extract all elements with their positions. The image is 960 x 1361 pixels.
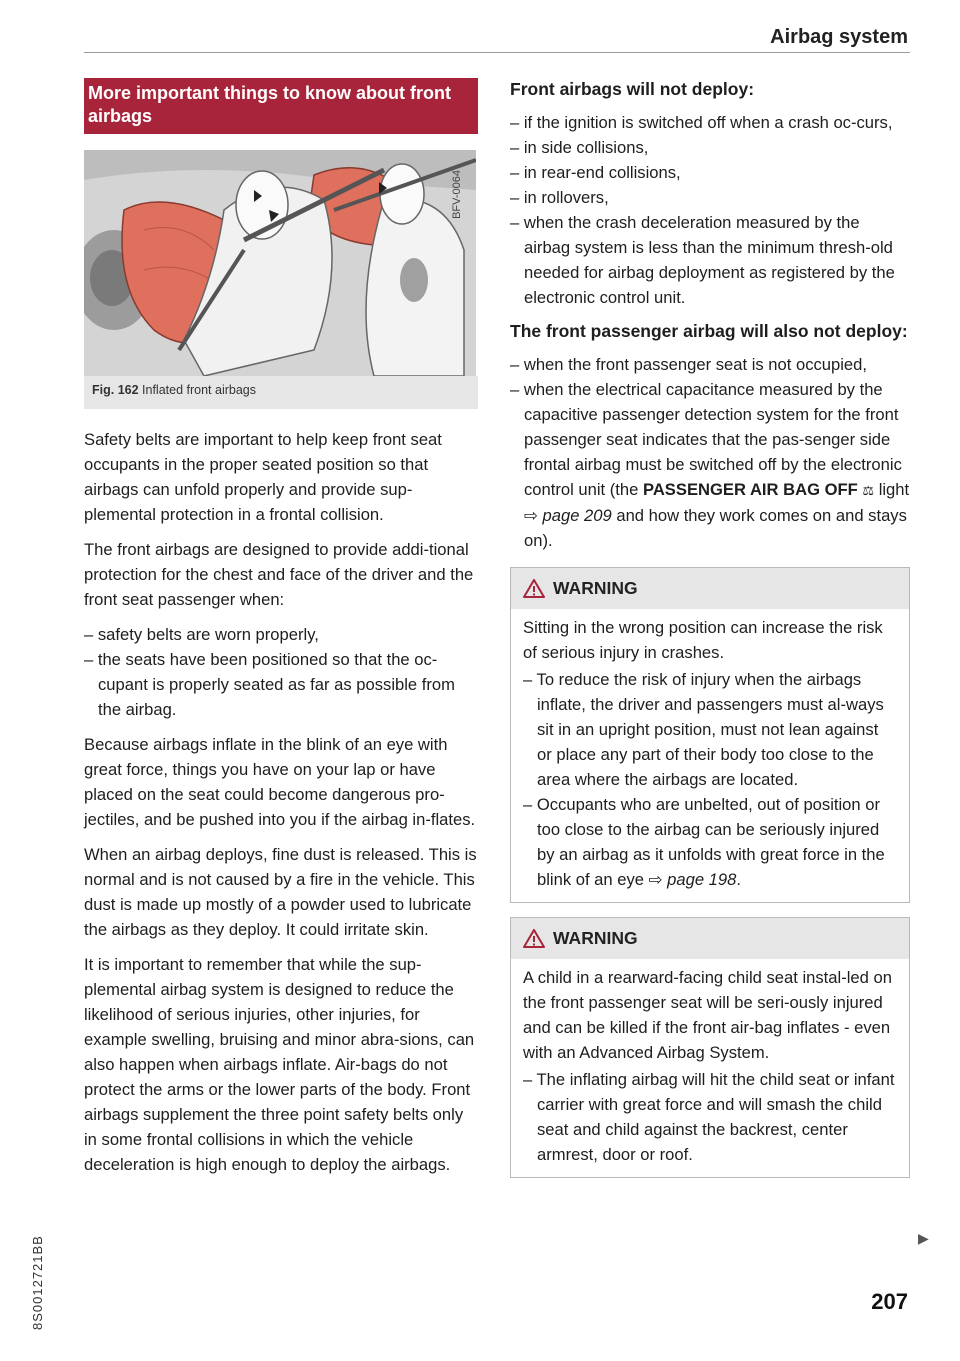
- list-item: – the seats have been positioned so that the oc-cupant is properly seated as far as possible from the airbag.: [84, 647, 478, 722]
- section-title: More important things to know about front airbags: [84, 78, 478, 134]
- warning-body: [511, 609, 909, 902]
- figure-caption-label: Fig. 162: [92, 383, 139, 397]
- paragraph: It is important to remember that while the sup-plemental airbag system is designed to reduce the likelihood of serious injuries, other injuries, for example swelling, bruising and minor abra-sions, can also happen when airbags inflate. Air-bags do not protect the arms or the lower parts of the body. Front airbags supplement the three point safety belts only in some frontal collisions in which the vehicle deceleration is high enough to deploy the airbags.: [84, 955, 475, 1174]
- list-item: – in rear-end collisions,: [510, 160, 910, 185]
- warning-header: [511, 568, 909, 609]
- not-deploy-list: [510, 110, 910, 310]
- figure-code: BFV-0064: [451, 170, 463, 219]
- list-item: – in rollovers,: [510, 185, 910, 210]
- warning-box: [510, 567, 910, 903]
- warning-body: [511, 959, 909, 1177]
- heading-passenger-not-deploy: The front passenger airbag will also not deploy:: [510, 321, 908, 341]
- warning-text: Sitting in the wrong position can increase the risk of serious injury in crashes.: [523, 618, 883, 662]
- list-item-text: light: [874, 480, 910, 499]
- warning-list: [523, 667, 897, 892]
- list-item: – in side collisions,: [510, 135, 910, 160]
- inflated-airbags-illustration: [84, 150, 476, 376]
- list-item: [510, 377, 910, 553]
- header-rule: [84, 52, 910, 53]
- paragraph: When an airbag deploys, fine dust is released. This is normal and is not caused by a fire in the vehicle. This dust is made up mostly of a powder used to lubricate the airbags as they deploy. It could irritate skin.: [84, 845, 477, 939]
- warning-box: [510, 917, 910, 1178]
- warning-header: [511, 918, 909, 959]
- page-reference-link[interactable]: ⇨ page 198: [648, 870, 737, 889]
- list-item: – To reduce the risk of injury when the airbags inflate, the driver and passengers must al-ways sit in an upright position, must not lean against or place any part of their body too close to the area where the airbags are located.: [523, 667, 897, 792]
- left-column: [84, 78, 478, 1187]
- list-item-text: when the electrical capacitance measured by the capacitive passenger detection system for the front passenger seat indicates that the pas-senger side frontal airbag must be switched off by the electronic control unit (the: [523, 380, 902, 499]
- list-item: – when the crash deceleration measured by the airbag system is less than the minimum thresh-old needed for airbag deployment as registered by the electronic control unit.: [510, 210, 910, 310]
- right-column: [510, 78, 910, 1192]
- airbag-off-icon: ⚖: [862, 483, 875, 498]
- page-reference-link[interactable]: ⇨ page 209: [524, 506, 612, 525]
- warning-title: WARNING: [553, 578, 638, 598]
- list-item: – safety belts are worn properly,: [84, 622, 478, 647]
- passenger-not-deploy-list: [510, 352, 910, 553]
- warning-text: A child in a rearward-facing child seat instal-led on the front passenger seat will be seri-ously injured and can be killed if the front air-bag inflates - even with an Advanced Airbag System.: [523, 968, 892, 1062]
- document-code: 8S0012721BB: [30, 1235, 45, 1330]
- warning-title: WARNING: [553, 928, 638, 948]
- paragraph: Safety belts are important to help keep front seat occupants in the proper seated position so that airbags can unfold properly and provide sup-plemental protection in a frontal collision.: [84, 430, 442, 524]
- list-item: [523, 792, 897, 892]
- running-header-title: Airbag system: [770, 26, 908, 48]
- figure-caption-text: Inflated front airbags: [142, 383, 256, 397]
- indicator-name: PASSENGER AIR BAG OFF: [642, 480, 858, 499]
- warning-list: [523, 1067, 897, 1167]
- continue-arrow-icon: ▶: [918, 1230, 929, 1246]
- list-item: – The inflating airbag will hit the child seat or infant carrier with great force and will smash the child seat and child against the backrest, center armrest, door or roof.: [523, 1067, 897, 1167]
- list-item-text: and how they work comes on and stays on).: [524, 506, 907, 550]
- paragraph: Because airbags inflate in the blink of an eye with great force, things you have on your lap or have placed on the seat could become dangerous pro-jectiles, and be pushed into you if the airbag in-flates.: [84, 735, 476, 829]
- paragraph: The front airbags are designed to provide addi-tional protection for the chest and face of the driver and the front seat passenger when:: [84, 540, 474, 609]
- warning-triangle-icon: [523, 929, 545, 948]
- warning-triangle-icon: [523, 579, 545, 598]
- conditions-list: [84, 622, 478, 722]
- airbag-figure: [84, 150, 476, 376]
- list-item-text: .: [736, 870, 741, 889]
- heading-not-deploy: Front airbags will not deploy:: [510, 79, 755, 99]
- list-item: – when the front passenger seat is not occupied,: [510, 352, 910, 377]
- figure-caption: [84, 376, 478, 409]
- list-item: – if the ignition is switched off when a crash oc-curs,: [510, 110, 910, 135]
- list-item-text: Occupants who are unbelted, out of position or too close to the airbag can be seriously injured by an airbag as it unfolds with great force in the blink of an eye: [536, 795, 885, 889]
- page-number: 207: [871, 1289, 908, 1314]
